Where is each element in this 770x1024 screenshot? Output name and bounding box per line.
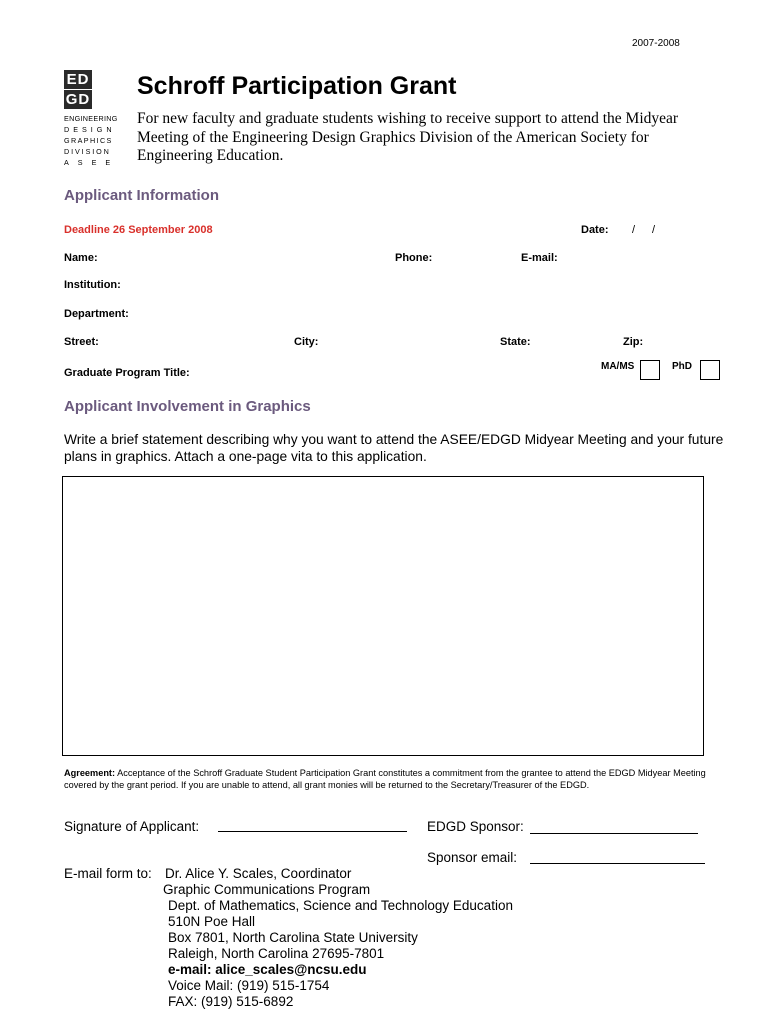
address-hall: 510N Poe Hall bbox=[168, 914, 256, 929]
address-box: Box 7801, North Carolina State University bbox=[168, 930, 418, 945]
statement-instructions: Write a brief statement describing why you want to attend the ASEE/EDGD Midyear Meeting and your future plans in graphics. Attach a one-page vita to this application. bbox=[64, 432, 724, 464]
zip-label: Zip: bbox=[623, 336, 644, 348]
logo-word-division: DIVISION bbox=[64, 147, 111, 156]
name-label: Name: bbox=[64, 252, 98, 264]
sponsor-line[interactable] bbox=[530, 833, 698, 834]
signature-line[interactable] bbox=[218, 831, 407, 832]
signature-label: Signature of Applicant: bbox=[64, 819, 200, 834]
phd-checkbox[interactable] bbox=[700, 360, 720, 380]
page-title: Schroff Participation Grant bbox=[137, 72, 457, 100]
deadline-notice: Deadline 26 September 2008 bbox=[64, 224, 213, 236]
logo-row-1: ED bbox=[64, 70, 92, 89]
contact-email-link[interactable]: e-mail: alice_scales@ncsu.edu bbox=[168, 962, 367, 977]
state-label: State: bbox=[500, 336, 531, 348]
section-applicant-information: Applicant Information bbox=[64, 187, 219, 204]
contact-fax: FAX: (919) 515-6892 bbox=[168, 994, 294, 1009]
institution-label: Institution: bbox=[64, 279, 121, 291]
sponsor-label: EDGD Sponsor: bbox=[427, 819, 524, 834]
logo-word-engineering: ENGINEERING bbox=[64, 114, 118, 123]
sponsor-email-line[interactable] bbox=[530, 863, 705, 864]
statement-textbox[interactable] bbox=[62, 476, 704, 756]
logo-word-design: DESIGN bbox=[64, 125, 116, 134]
coordinator-name: Dr. Alice Y. Scales, Coordinator bbox=[165, 866, 352, 881]
logo-word-graphics: GRAPHICS bbox=[64, 136, 113, 145]
edgd-logo bbox=[64, 70, 128, 168]
sponsor-email-label: Sponsor email: bbox=[427, 850, 518, 865]
program-name: Graphic Communications Program bbox=[163, 882, 371, 897]
mams-label: MA/MS bbox=[601, 361, 635, 372]
phone-label: Phone: bbox=[395, 252, 433, 264]
department-label: Department: bbox=[64, 308, 129, 320]
agreement-label: Agreement: bbox=[64, 768, 116, 778]
agreement-body: Acceptance of the Schroff Graduate Student Participation Grant constitutes a commitment from the grantee to attend the EDGD Midyear Meeting covered by the grant period. If you are unable to attend, all grant monies will be returned to the Secretary/Treasurer of the EDGD. bbox=[64, 768, 706, 790]
logo-word-asee: ASEE bbox=[64, 158, 120, 167]
agreement-text bbox=[64, 767, 714, 791]
address-city: Raleigh, North Carolina 27695-7801 bbox=[168, 946, 385, 961]
section-applicant-involvement: Applicant Involvement in Graphics bbox=[64, 398, 311, 415]
intro-paragraph: For new faculty and graduate students wishing to receive support to attend the Midyear Meeting of the Engineering Design Graphics Division of the American Society for Engineering Education. bbox=[137, 110, 679, 164]
city-label: City: bbox=[294, 336, 319, 348]
mams-checkbox[interactable] bbox=[640, 360, 660, 380]
logo-row-2: GD bbox=[65, 91, 91, 108]
phd-label: PhD bbox=[672, 361, 692, 372]
program-title-label: Graduate Program Title: bbox=[64, 367, 190, 379]
contact-voice-mail: Voice Mail: (919) 515-1754 bbox=[168, 978, 330, 993]
date-separator: / bbox=[652, 224, 656, 236]
form-year: 2007-2008 bbox=[632, 38, 680, 49]
date-separator: / bbox=[632, 224, 636, 236]
department-name: Dept. of Mathematics, Science and Technology Education bbox=[168, 898, 513, 913]
email-label: E-mail: bbox=[521, 252, 558, 264]
email-form-to-label: E-mail form to: bbox=[64, 866, 152, 881]
street-label: Street: bbox=[64, 336, 99, 348]
date-label: Date: bbox=[581, 224, 609, 236]
